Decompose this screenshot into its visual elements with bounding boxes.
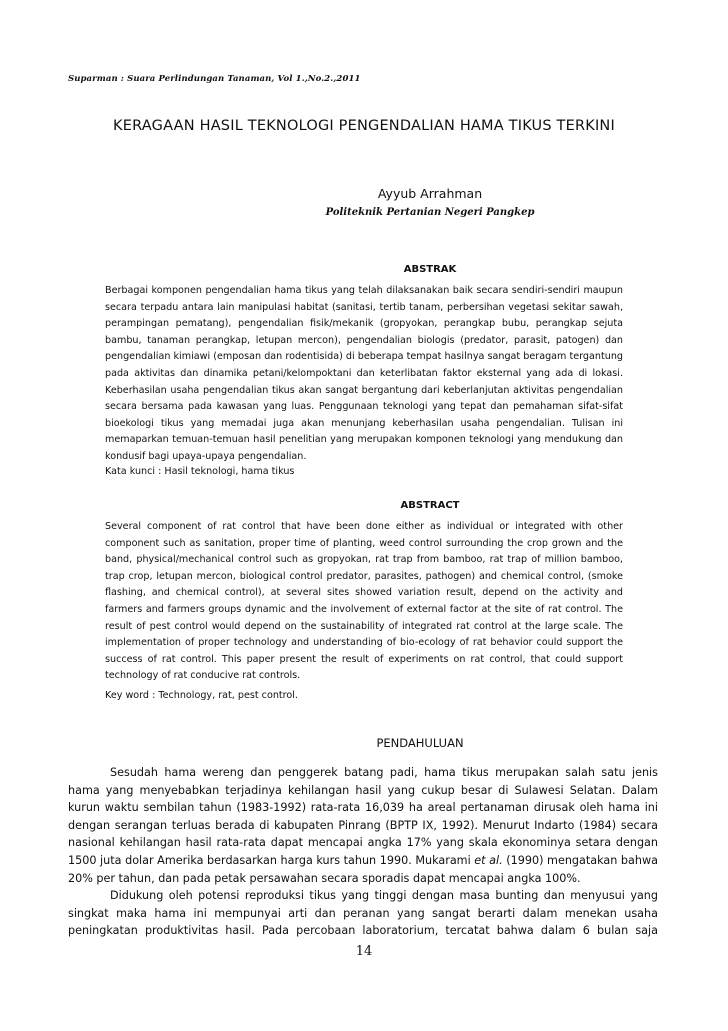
running-head: Suparman : Suara Perlindungan Tanaman, Vol 1.,No.2.,2011 <box>68 74 361 84</box>
abstrak-heading: ABSTRAK <box>403 264 457 275</box>
page-number: 14 <box>355 944 373 959</box>
et-al-italic: et al. <box>474 853 503 867</box>
pendahuluan-body <box>68 764 658 940</box>
abstract-heading: ABSTRACT <box>400 500 460 511</box>
abstrak-text: Berbagai komponen pengendalian hama tikus yang telah dilaksanakan baik secara sendiri-sendiri maupun secara terpadu antara lain manipulasi habitat (sanitasi, tertib tanam, perbersihan vegetasi sekitar sawah, perampingan pematang), pengendalian fisik/mekanik (gropyokan, perangkap bubu, perangkap sejuta bambu, tanaman perangkap, letupan mercon), pengendalian biologis (predator, parasit, patogen) dan pengendalian kimiawi (emposan dan rodentisida) di beberapa tempat hasilnya sangat beragam tergantung pada aktivitas dan dinamika petani/kelompoktani dan keterlibatan faktor eksternal yang ada di lokasi. Keberhasilan usaha pengendalian tikus akan sangat bergantung dari keberlanjutan aktivitas pengendalian secara bersama pada kawasan yang luas. Penggunaan teknologi yang tepat dan pemahaman sifat-sifat bioekologi tikus yang memadai juga akan menunjang keberhasilan usaha pengendalian. Tulisan ini memaparkan temuan-temuan hasil penelitian yang merupakan komponen teknologi yang mendukung dan kondusif bagi upaya-upaya pengendalian. <box>105 285 623 462</box>
author-affiliation: Politeknik Pertanian Negeri Pangkep <box>325 207 535 218</box>
author-name: Ayyub Arrahman <box>377 186 483 201</box>
abstract-keywords: Key word : Technology, rat, pest control. <box>105 690 298 701</box>
body-paragraph: Didukung oleh potensi reproduksi tikus yang tinggi dengan masa bunting dan menyusui yang singkat maka hama ini mempunyai arti dan peranan yang sangat berarti dalam menekan usaha peningkatan produktivitas hasil. Pada percobaan laboratorium, tercatat bahwa dalam 6 bulan saja <box>68 889 658 938</box>
abstract-text: Several component of rat control that have been done either as individual or integrated with other component such as sanitation, proper time of planting, weed control surrounding the crop grown and the band, physical/mechanical control such as gropyokan, rat trap from bamboo, rat trap of million bamboo, trap crop, letupan mercon, biological control predator, parasites, pathogen) and chemical control, (smoke flashing, and chemical control), at several sites showed variation result, depend on the activity and farmers and farmers groups dynamic and the involvement of external factor at the site of rat control. The result of pest control would depend on the sustainability of integrated rat control at the large scale. The implementation of proper technology and understanding of bio-ecology of rat behavior could support the success of rat control. This paper present the result of experiments on rat control, that could support technology of rat conducive rat controls. <box>105 521 623 682</box>
body-paragraph: Sesudah hama wereng dan penggerek batang padi, hama tikus merupakan salah satu jenis hama yang menyebabkan terjadinya kehilangan hasil yang cukup besar di Sulawesi Selatan. Dalam kurun waktu sembilan tahun (1983-1992) rata-rata 16,039 ha areal pertanaman dirusak oleh hama ini dengan serangan terluas berada di kabupaten Pinrang (BPTP IX, 1992). Menurut Indarto (1984) secara nasional kehilangan hasil rata-rata dapat mencapai angka 17% yang skala ekonominya setara dengan 1500 juta dolar Amerika berdasarkan harga kurs tahun 1990. Mukarami et al. (1990) mengatakan bahwa 20% per tahun, dan pada petak persawahan secara sporadis dapat mencapai angka 100%. <box>68 766 658 885</box>
pendahuluan-heading: PENDAHULUAN <box>376 736 464 750</box>
paper-title: KERAGAAN HASIL TEKNOLOGI PENGENDALIAN HAMA TIKUS TERKINI <box>113 118 615 134</box>
abstrak-keywords: Kata kunci : Hasil teknologi, hama tikus <box>105 466 295 477</box>
